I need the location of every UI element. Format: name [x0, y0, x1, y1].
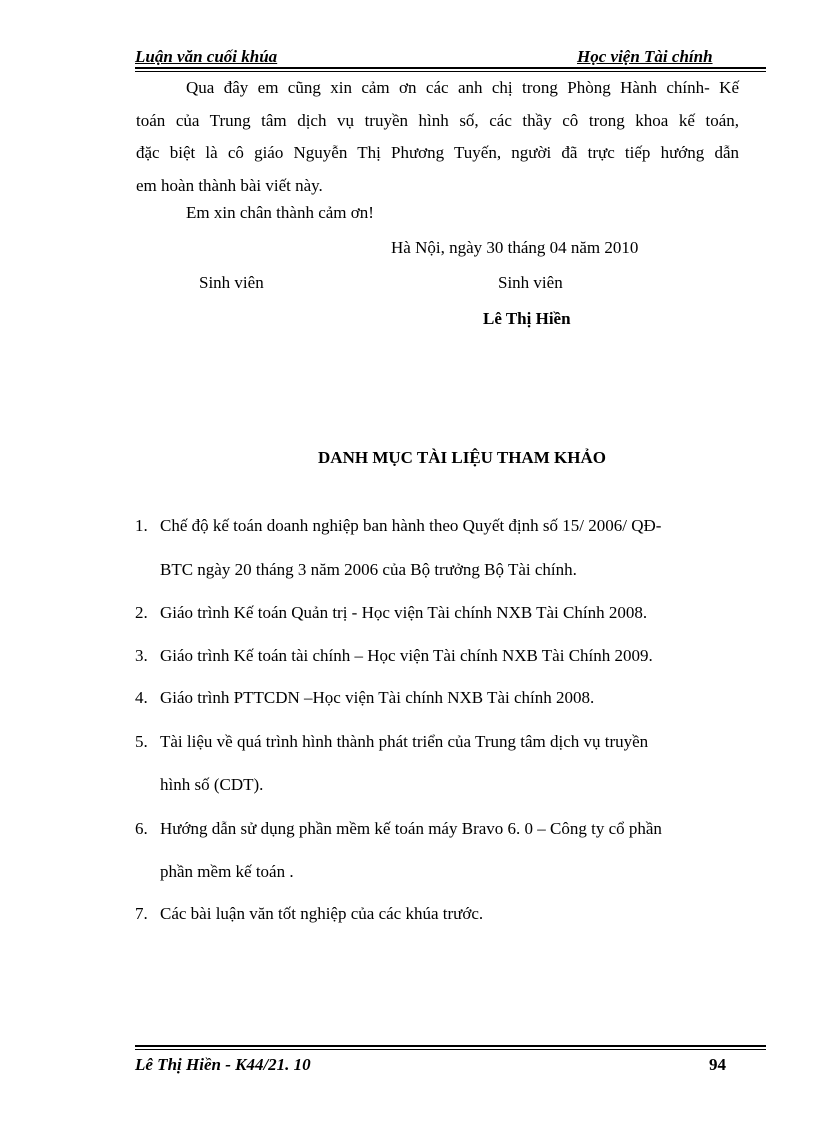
- paragraph-line: em hoàn thành bài viết này.: [136, 175, 323, 195]
- header-rule: [135, 67, 766, 69]
- reference-text: hình số (CDT).: [160, 775, 264, 794]
- reference-text: BTC ngày 20 tháng 3 năm 2006 của Bộ trưởng Bộ Tài chính.: [160, 560, 577, 579]
- footer-rule: [135, 1045, 766, 1047]
- reference-number: 4.: [135, 688, 148, 707]
- reference-text: Giáo trình PTTCDN –Học viện Tài chính NXB Tài chính 2008.: [160, 688, 595, 707]
- references-title: DANH MỤC TÀI LIỆU THAM KHẢO: [318, 448, 606, 467]
- page-number: 94: [709, 1055, 726, 1074]
- reference-number: 5.: [135, 732, 148, 751]
- reference-number: 2.: [135, 603, 148, 622]
- reference-text: Giáo trình Kế toán Quản trị - Học viện Tài chính NXB Tài Chính 2008.: [160, 603, 648, 622]
- footer-author: Lê Thị Hiền - K44/21. 10: [135, 1055, 311, 1074]
- student-label-right: Sinh viên: [498, 273, 563, 292]
- footer-rule-thin: [135, 1049, 766, 1050]
- thanks-line: Em xin chân thành cảm ơn!: [186, 203, 374, 222]
- place-date: Hà Nội, ngày 30 tháng 04 năm 2010: [391, 238, 639, 257]
- reference-text: Tài liệu về quá trình hình thành phát triển của Trung tâm dịch vụ truyền: [160, 732, 649, 751]
- paragraph-line: Qua đây em cũng xin cảm ơn các anh chị trong Phòng Hành chính- Kế: [186, 78, 739, 97]
- reference-number: 7.: [135, 904, 148, 923]
- reference-text: Giáo trình Kế toán tài chính – Học viện Tài chính NXB Tài Chính 2009.: [160, 646, 653, 665]
- student-label-left: Sinh viên: [199, 273, 264, 292]
- reference-text: Chế độ kế toán doanh nghiệp ban hành theo Quyết định số 15/ 2006/ QĐ-: [160, 516, 662, 535]
- reference-text: phần mềm kế toán .: [160, 862, 294, 881]
- reference-text: Các bài luận văn tốt nghiệp của các khúa trước.: [160, 904, 484, 923]
- student-name: Lê Thị Hiền: [483, 309, 571, 328]
- header-thesis-title: Luận văn cuối khúa: [135, 47, 278, 66]
- acknowledgement-paragraph: [136, 72, 739, 202]
- reference-number: 1.: [135, 516, 148, 535]
- reference-number: 3.: [135, 646, 148, 665]
- paragraph-line: toán của Trung tâm dịch vụ truyền hình số, các thầy cô trong khoa kế toán,: [136, 110, 739, 130]
- reference-text: Hướng dẫn sử dụng phần mềm kế toán máy Bravo 6. 0 – Công ty cổ phần: [160, 819, 662, 838]
- reference-number: 6.: [135, 819, 148, 838]
- paragraph-line: đặc biệt là cô giáo Nguyễn Thị Phương Tuyến, người đã trực tiếp hướng dẫn: [136, 143, 739, 162]
- header-institution: Học viện Tài chính: [577, 47, 713, 66]
